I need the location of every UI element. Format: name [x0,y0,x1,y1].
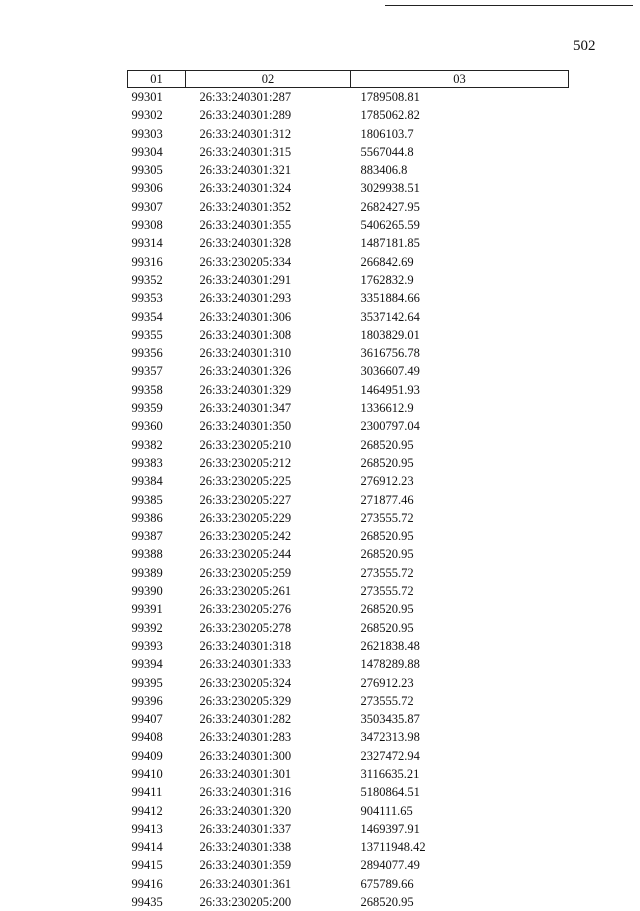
cell-cadastral-id: 26:33:240301:337 [186,820,351,838]
cell-value: 5406265.59 [351,216,569,234]
table-row [128,125,569,143]
table-header-row [128,71,569,88]
cell-value: 3029938.51 [351,179,569,197]
cell-number: 99307 [128,198,186,216]
table-row [128,655,569,673]
table-row [128,783,569,801]
cell-number: 99385 [128,491,186,509]
cell-cadastral-id: 26:33:240301:347 [186,399,351,417]
table-row [128,802,569,820]
cell-value: 1785062.82 [351,106,569,124]
cell-number: 99414 [128,838,186,856]
column-header-02: 02 [186,71,351,88]
table-row [128,381,569,399]
cell-cadastral-id: 26:33:240301:310 [186,344,351,362]
cell-number: 99383 [128,454,186,472]
cell-cadastral-id: 26:33:240301:283 [186,728,351,746]
cell-cadastral-id: 26:33:240301:301 [186,765,351,783]
table-row [128,619,569,637]
table-row [128,509,569,527]
page-number: 502 [573,38,596,54]
table-row [128,362,569,380]
cell-value: 268520.95 [351,454,569,472]
cell-value: 883406.8 [351,161,569,179]
cell-value: 273555.72 [351,509,569,527]
cell-value: 904111.65 [351,802,569,820]
cell-number: 99304 [128,143,186,161]
cell-cadastral-id: 26:33:230205:227 [186,491,351,509]
cell-cadastral-id: 26:33:240301:361 [186,875,351,893]
cell-value: 1469397.91 [351,820,569,838]
cell-value: 271877.46 [351,491,569,509]
cell-number: 99410 [128,765,186,783]
cell-number: 99416 [128,875,186,893]
table-row [128,454,569,472]
cell-number: 99353 [128,289,186,307]
cell-value: 3537142.64 [351,308,569,326]
cell-cadastral-id: 26:33:230205:242 [186,527,351,545]
cell-value: 276912.23 [351,674,569,692]
table-row [128,143,569,161]
cell-number: 99386 [128,509,186,527]
table-row [128,692,569,710]
cell-number: 99413 [128,820,186,838]
cell-cadastral-id: 26:33:230205:210 [186,436,351,454]
cell-number: 99352 [128,271,186,289]
cell-number: 99359 [128,399,186,417]
table-row [128,472,569,490]
cell-cadastral-id: 26:33:240301:282 [186,710,351,728]
cell-number: 99308 [128,216,186,234]
cell-number: 99407 [128,710,186,728]
cell-value: 1478289.88 [351,655,569,673]
cell-number: 99409 [128,747,186,765]
cell-number: 99314 [128,234,186,252]
table-row [128,216,569,234]
cell-cadastral-id: 26:33:240301:289 [186,106,351,124]
cell-value: 268520.95 [351,545,569,563]
cell-value: 3036607.49 [351,362,569,380]
table-row [128,179,569,197]
cell-cadastral-id: 26:33:240301:324 [186,179,351,197]
table-row [128,600,569,618]
cell-cadastral-id: 26:33:240301:315 [186,143,351,161]
cell-cadastral-id: 26:33:240301:287 [186,88,351,107]
cell-value: 1464951.93 [351,381,569,399]
table-row [128,875,569,893]
cell-value: 273555.72 [351,582,569,600]
cell-cadastral-id: 26:33:240301:306 [186,308,351,326]
cell-number: 99391 [128,600,186,618]
cell-number: 99435 [128,893,186,911]
cell-cadastral-id: 26:33:230205:324 [186,674,351,692]
cell-number: 99358 [128,381,186,399]
table-row [128,271,569,289]
table-row [128,765,569,783]
cell-cadastral-id: 26:33:240301:359 [186,856,351,874]
cell-number: 99394 [128,655,186,673]
cell-value: 1336612.9 [351,399,569,417]
cell-cadastral-id: 26:33:230205:229 [186,509,351,527]
table-row [128,436,569,454]
cell-number: 99387 [128,527,186,545]
cell-value: 3472313.98 [351,728,569,746]
cell-value: 1762832.9 [351,271,569,289]
table-row [128,88,569,107]
table-row [128,545,569,563]
cell-number: 99390 [128,582,186,600]
cell-value: 268520.95 [351,893,569,911]
cell-number: 99356 [128,344,186,362]
cell-value: 3616756.78 [351,344,569,362]
cell-value: 13711948.42 [351,838,569,856]
cell-number: 99357 [128,362,186,380]
table-body [128,88,569,911]
top-rule [385,5,633,6]
table-row [128,747,569,765]
cell-number: 99408 [128,728,186,746]
column-header-01: 01 [128,71,186,88]
cell-value: 273555.72 [351,564,569,582]
cell-number: 99301 [128,88,186,107]
cell-cadastral-id: 26:33:240301:350 [186,417,351,435]
cell-value: 273555.72 [351,692,569,710]
table-row [128,527,569,545]
cell-value: 266842.69 [351,253,569,271]
cell-cadastral-id: 26:33:230205:259 [186,564,351,582]
cell-value: 2300797.04 [351,417,569,435]
table-row [128,344,569,362]
cell-number: 99415 [128,856,186,874]
cell-cadastral-id: 26:33:240301:300 [186,747,351,765]
cell-cadastral-id: 26:33:230205:278 [186,619,351,637]
cell-number: 99382 [128,436,186,454]
cell-number: 99305 [128,161,186,179]
table-row [128,106,569,124]
cell-value: 675789.66 [351,875,569,893]
column-header-03: 03 [351,71,569,88]
cell-number: 99316 [128,253,186,271]
table-row [128,838,569,856]
cell-value: 3116635.21 [351,765,569,783]
cell-cadastral-id: 26:33:240301:308 [186,326,351,344]
cell-value: 5180864.51 [351,783,569,801]
cell-cadastral-id: 26:33:240301:352 [186,198,351,216]
table-row [128,198,569,216]
cell-value: 5567044.8 [351,143,569,161]
cell-number: 99306 [128,179,186,197]
cell-cadastral-id: 26:33:240301:321 [186,161,351,179]
table-row [128,728,569,746]
table-row [128,399,569,417]
cell-cadastral-id: 26:33:240301:338 [186,838,351,856]
table-row [128,326,569,344]
cell-value: 1803829.01 [351,326,569,344]
cell-value: 268520.95 [351,436,569,454]
cell-cadastral-id: 26:33:240301:355 [186,216,351,234]
cell-cadastral-id: 26:33:230205:200 [186,893,351,911]
cell-value: 268520.95 [351,619,569,637]
table-row [128,308,569,326]
cell-cadastral-id: 26:33:240301:293 [186,289,351,307]
cell-cadastral-id: 26:33:230205:244 [186,545,351,563]
cell-cadastral-id: 26:33:240301:320 [186,802,351,820]
cell-cadastral-id: 26:33:240301:316 [186,783,351,801]
cell-value: 2682427.95 [351,198,569,216]
cell-number: 99354 [128,308,186,326]
cell-number: 99393 [128,637,186,655]
table-row [128,856,569,874]
cell-value: 2327472.94 [351,747,569,765]
table-row [128,820,569,838]
cell-cadastral-id: 26:33:230205:212 [186,454,351,472]
data-table [127,70,569,911]
table-row [128,893,569,911]
table-row [128,491,569,509]
cell-cadastral-id: 26:33:230205:334 [186,253,351,271]
cell-value: 2621838.48 [351,637,569,655]
cell-value: 3351884.66 [351,289,569,307]
cell-number: 99388 [128,545,186,563]
table-row [128,564,569,582]
cell-value: 2894077.49 [351,856,569,874]
cell-cadastral-id: 26:33:240301:312 [186,125,351,143]
cell-value: 268520.95 [351,600,569,618]
cell-number: 99412 [128,802,186,820]
cell-cadastral-id: 26:33:240301:318 [186,637,351,655]
cell-cadastral-id: 26:33:240301:326 [186,362,351,380]
cell-number: 99355 [128,326,186,344]
table-row [128,710,569,728]
cell-number: 99389 [128,564,186,582]
cell-number: 99411 [128,783,186,801]
cell-number: 99395 [128,674,186,692]
cell-value: 276912.23 [351,472,569,490]
table-row [128,161,569,179]
cell-number: 99303 [128,125,186,143]
cell-value: 1487181.85 [351,234,569,252]
cell-cadastral-id: 26:33:240301:329 [186,381,351,399]
cell-cadastral-id: 26:33:230205:329 [186,692,351,710]
cell-cadastral-id: 26:33:230205:276 [186,600,351,618]
table-row [128,253,569,271]
table-row [128,417,569,435]
table-row [128,637,569,655]
cell-number: 99360 [128,417,186,435]
cell-cadastral-id: 26:33:230205:261 [186,582,351,600]
cell-cadastral-id: 26:33:240301:333 [186,655,351,673]
table-row [128,582,569,600]
cell-value: 268520.95 [351,527,569,545]
cell-cadastral-id: 26:33:240301:328 [186,234,351,252]
cell-value: 1789508.81 [351,88,569,107]
table-row [128,234,569,252]
cell-cadastral-id: 26:33:230205:225 [186,472,351,490]
cell-cadastral-id: 26:33:240301:291 [186,271,351,289]
cell-number: 99392 [128,619,186,637]
cell-number: 99384 [128,472,186,490]
table-row [128,674,569,692]
cell-number: 99396 [128,692,186,710]
cell-value: 1806103.7 [351,125,569,143]
cell-number: 99302 [128,106,186,124]
table-row [128,289,569,307]
cell-value: 3503435.87 [351,710,569,728]
